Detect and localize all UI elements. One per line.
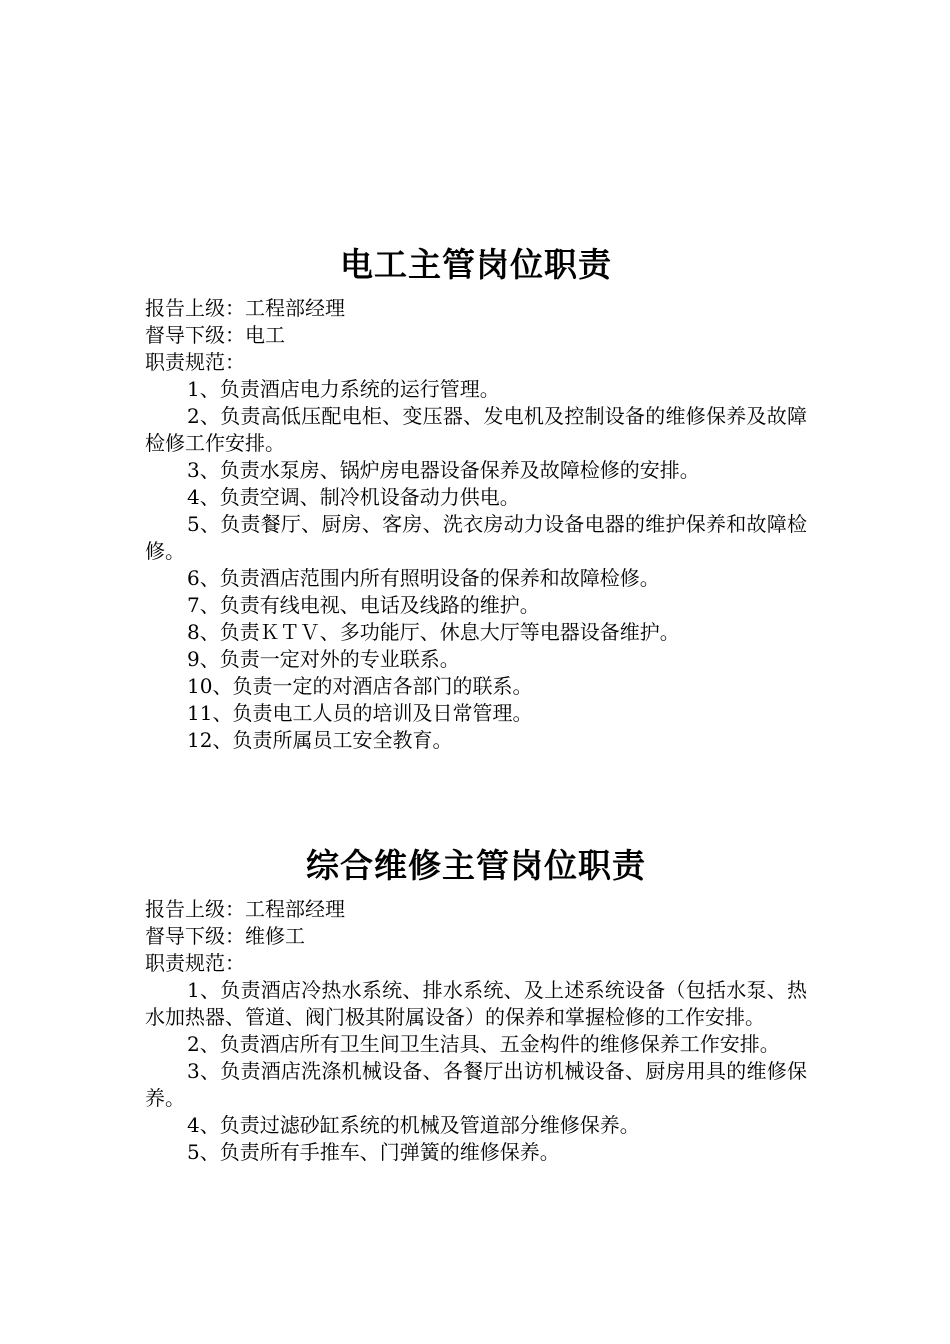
duty-item: 1、负责酒店电力系统的运行管理。 <box>187 377 500 401</box>
section-maintenance-supervisor <box>145 846 807 1166</box>
duty-item: 12、负责所属员工安全教育。 <box>187 728 453 752</box>
duty-item: 4、负责过滤砂缸系统的机械及管道部分维修保养。 <box>187 1113 640 1137</box>
section-title: 电工主管岗位职责 <box>340 245 612 284</box>
supervise-line: 督导下级：维修工 <box>145 924 305 948</box>
duty-item: 5、负责餐厅、厨房、客房、洗衣房动力设备电器的维护保养和故障检修。 <box>145 512 807 563</box>
duty-item: 8、负责ＫＴＶ、多功能厅、休息大厅等电器设备维护。 <box>187 620 680 644</box>
supervise-line: 督导下级：电工 <box>145 323 285 347</box>
duty-item: 3、负责水泵房、锅炉房电器设备保养及故障检修的安排。 <box>187 458 700 482</box>
report-to-line: 报告上级：工程部经理 <box>145 296 345 320</box>
section-title: 综合维修主管岗位职责 <box>306 846 646 885</box>
duty-item: 6、负责酒店范围内所有照明设备的保养和故障检修。 <box>187 566 660 590</box>
duty-item: 5、负责所有手推车、门弹簧的维修保养。 <box>187 1140 560 1164</box>
duty-item: 2、负责高低压配电柜、变压器、发电机及控制设备的维修保养及故障检修工作安排。 <box>145 404 807 455</box>
duties-label: 职责规范： <box>145 350 245 374</box>
report-to-line: 报告上级：工程部经理 <box>145 897 345 921</box>
duty-item: 1、负责酒店冷热水系统、排水系统、及上述系统设备（包括水泵、热水加热器、管道、阀门极其附属设备）的保养和掌握检修的工作安排。 <box>145 978 807 1029</box>
section-electrician-supervisor <box>145 245 807 754</box>
duty-item: 3、负责酒店洗涤机械设备、各餐厅出访机械设备、厨房用具的维修保养。 <box>145 1059 807 1110</box>
duty-item: 10、负责一定的对酒店各部门的联系。 <box>187 674 533 698</box>
duty-item: 9、负责一定对外的专业联系。 <box>187 647 460 671</box>
duty-item: 4、负责空调、制冷机设备动力供电。 <box>187 485 520 509</box>
duty-item: 2、负责酒店所有卫生间卫生洁具、五金构件的维修保养工作安排。 <box>187 1032 780 1056</box>
duty-item: 11、负责电工人员的培训及日常管理。 <box>187 701 533 725</box>
duties-label: 职责规范： <box>145 951 245 975</box>
duty-item: 7、负责有线电视、电话及线路的维护。 <box>187 593 540 617</box>
